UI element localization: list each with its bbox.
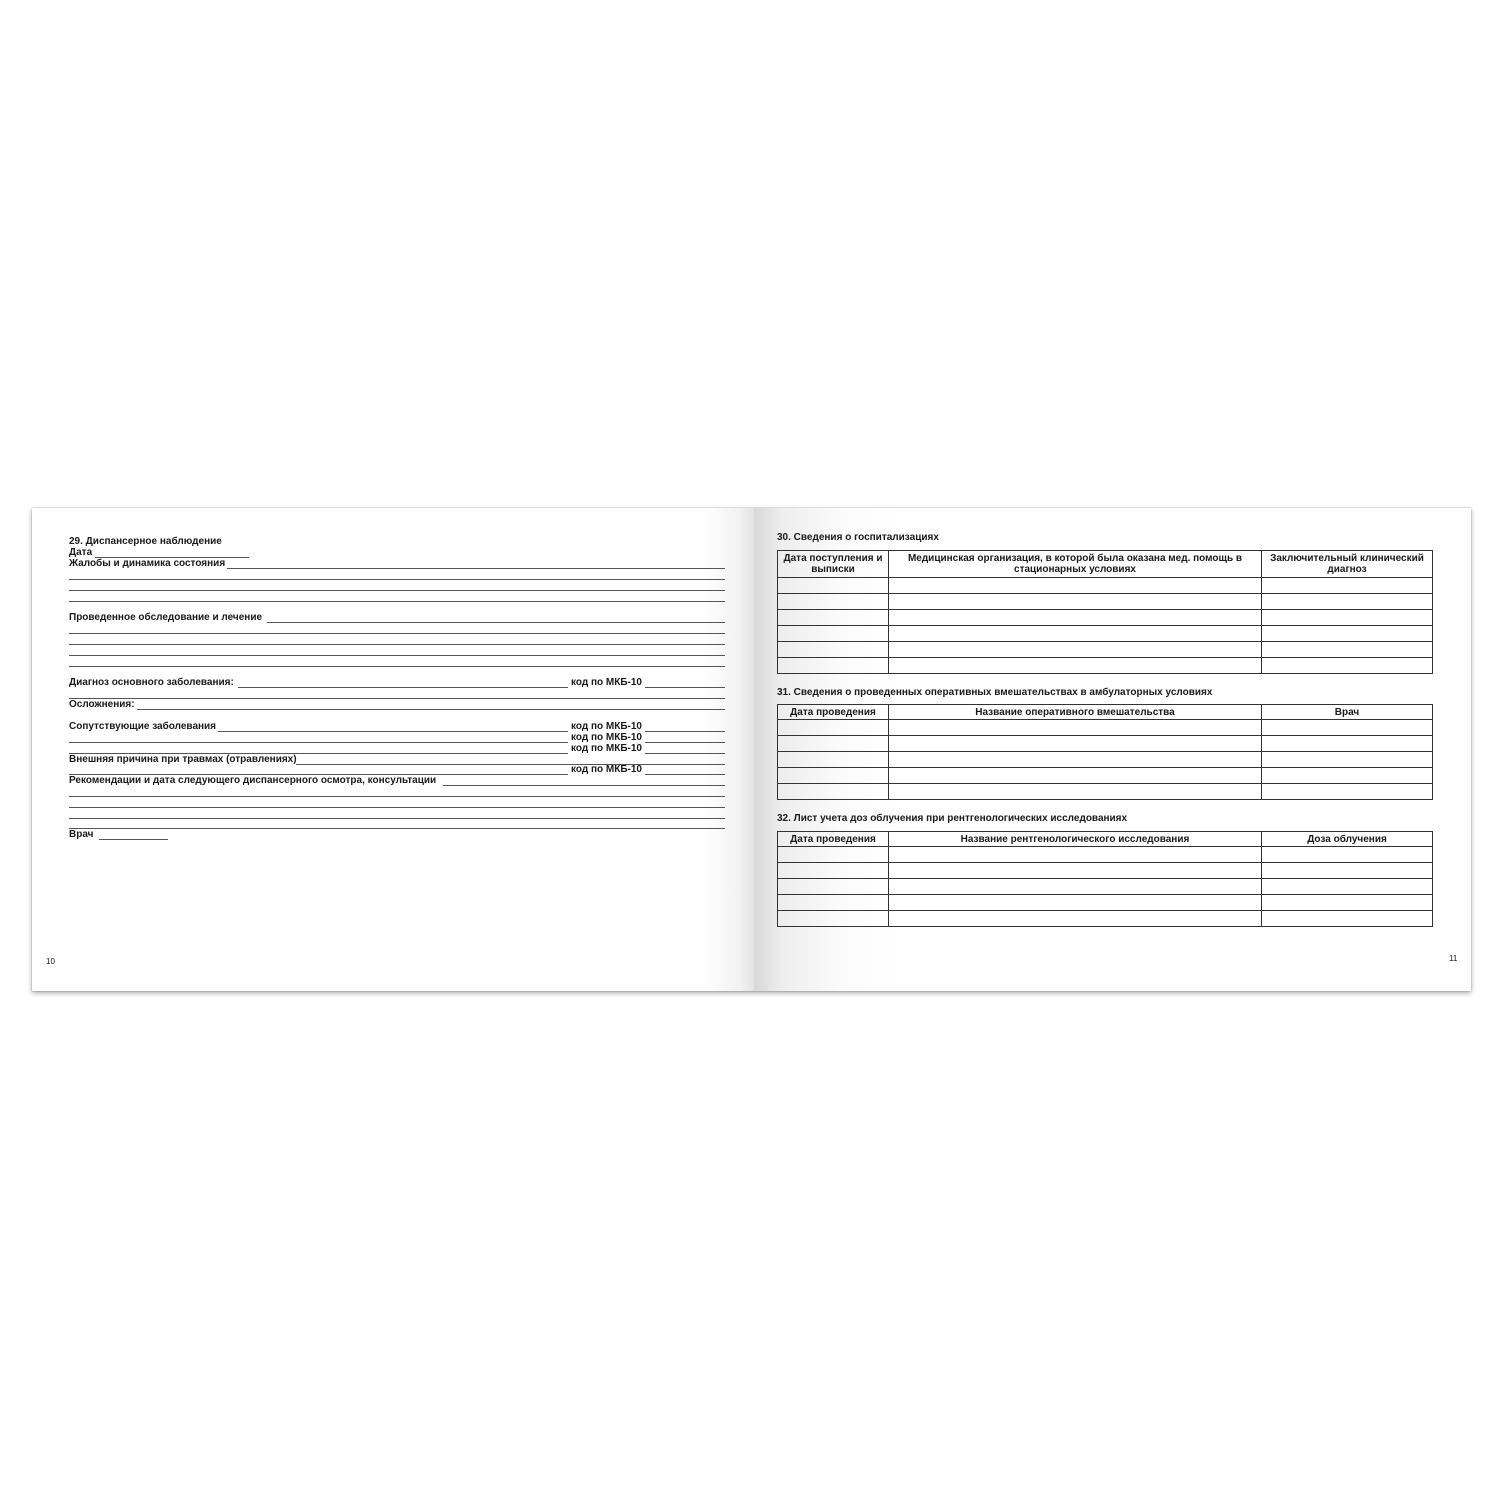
table-header: Доза облучения (1262, 832, 1433, 847)
table-cell[interactable] (889, 594, 1262, 610)
concomitant-line[interactable] (69, 742, 568, 743)
table-cell[interactable] (778, 642, 889, 658)
page-number: 10 (46, 957, 55, 966)
table-header: Название оперативного вмешательства (889, 705, 1262, 720)
diagnosis-label: Диагноз основного заболевания: (69, 677, 234, 688)
page-number: 11 (1449, 954, 1458, 963)
table-cell[interactable] (778, 578, 889, 594)
table-cell[interactable] (889, 768, 1262, 784)
diagnosis-line[interactable] (238, 687, 568, 688)
writing-line[interactable] (69, 666, 725, 667)
table-cell[interactable] (889, 879, 1262, 895)
table-row (778, 911, 1433, 927)
icd-label: код по МКБ-10 (571, 732, 642, 743)
table-cell[interactable] (1262, 784, 1433, 800)
table-row (778, 768, 1433, 784)
table-cell[interactable] (889, 658, 1262, 674)
table-cell[interactable] (778, 863, 889, 879)
table-cell[interactable] (778, 911, 889, 927)
table-cell[interactable] (778, 610, 889, 626)
recommendations-line[interactable] (443, 785, 725, 786)
table-row (778, 879, 1433, 895)
table-cell[interactable] (1262, 752, 1433, 768)
table-cell[interactable] (1262, 626, 1433, 642)
writing-line[interactable] (69, 807, 725, 808)
table-cell[interactable] (889, 736, 1262, 752)
writing-line[interactable] (69, 579, 725, 580)
table-cell[interactable] (1262, 642, 1433, 658)
section-32-title: 32. Лист учета доз облучения при рентгенологических исследованиях (777, 813, 1128, 824)
exam-label: Проведенное обследование и лечение (69, 612, 263, 623)
table-row (778, 863, 1433, 879)
table-row (778, 736, 1433, 752)
table-cell[interactable] (1262, 578, 1433, 594)
table-cell[interactable] (889, 578, 1262, 594)
concomitant-label: Сопутствующие заболевания (69, 721, 217, 732)
right-page (754, 508, 1471, 991)
table-cell[interactable] (889, 911, 1262, 927)
table-row (778, 752, 1433, 768)
table-header: Врач (1262, 705, 1433, 720)
table-cell[interactable] (1262, 720, 1433, 736)
table-cell[interactable] (778, 594, 889, 610)
writing-line[interactable] (69, 644, 725, 645)
operations-table (777, 704, 1433, 800)
table-cell[interactable] (778, 658, 889, 674)
external-cause-label: Внешняя причина при травмах (отравлениях) (69, 754, 297, 765)
table-row (778, 847, 1433, 863)
writing-line[interactable] (69, 633, 725, 634)
table-cell[interactable] (889, 847, 1262, 863)
table-header: Дата проведения (778, 832, 889, 847)
table-cell[interactable] (778, 768, 889, 784)
booklet-spread (32, 508, 1471, 991)
table-cell[interactable] (778, 784, 889, 800)
date-label: Дата (69, 547, 93, 558)
hospitalizations-table (777, 550, 1433, 674)
radiation-dose-table (777, 831, 1433, 927)
table-row (778, 626, 1433, 642)
table-cell[interactable] (778, 720, 889, 736)
table-cell[interactable] (889, 784, 1262, 800)
table-header: Медицинская организация, в которой была оказана мед. помощь в стационарных условиях (889, 551, 1262, 578)
table-cell[interactable] (778, 879, 889, 895)
table-row (778, 720, 1433, 736)
table-cell[interactable] (1262, 847, 1433, 863)
table-cell[interactable] (1262, 658, 1433, 674)
table-cell[interactable] (1262, 736, 1433, 752)
exam-line[interactable] (267, 622, 725, 623)
table-cell[interactable] (1262, 863, 1433, 879)
table-cell[interactable] (889, 642, 1262, 658)
table-cell[interactable] (1262, 895, 1433, 911)
section-29-title: 29. Диспансерное наблюдение (69, 536, 222, 547)
icd-label: код по МКБ-10 (571, 677, 642, 688)
complaints-label: Жалобы и динамика состояния (69, 558, 226, 569)
table-header: Заключительный клинический диагноз (1262, 551, 1433, 578)
complications-label: Осложнения: (69, 699, 135, 710)
icd-label: код по МКБ-10 (571, 743, 642, 754)
writing-line[interactable] (69, 796, 725, 797)
table-cell[interactable] (889, 610, 1262, 626)
table-row (778, 594, 1433, 610)
icd-code-line[interactable] (645, 731, 725, 732)
table-cell[interactable] (778, 895, 889, 911)
table-cell[interactable] (1262, 911, 1433, 927)
writing-line[interactable] (69, 590, 725, 591)
complaints-line[interactable] (227, 568, 725, 569)
writing-line[interactable] (69, 818, 725, 819)
table-header: Дата поступления и выписки (778, 551, 889, 578)
table-cell[interactable] (1262, 594, 1433, 610)
doctor-signature-line[interactable] (99, 839, 168, 840)
table-row (778, 610, 1433, 626)
table-cell[interactable] (889, 863, 1262, 879)
section-30-title: 30. Сведения о госпитализациях (777, 532, 939, 543)
writing-line[interactable] (69, 655, 725, 656)
table-cell[interactable] (889, 626, 1262, 642)
table-row (778, 578, 1433, 594)
recommendations-label: Рекомендации и дата следующего диспансерного осмотра, консультации (69, 775, 437, 786)
doctor-label: Врач (69, 829, 94, 840)
complications-line[interactable] (137, 709, 725, 710)
icd-label: код по МКБ-10 (571, 721, 642, 732)
table-cell[interactable] (889, 895, 1262, 911)
icd-code-line[interactable] (645, 753, 725, 754)
writing-line[interactable] (69, 698, 725, 699)
table-cell[interactable] (1262, 610, 1433, 626)
writing-line[interactable] (69, 828, 725, 829)
table-cell[interactable] (889, 720, 1262, 736)
table-cell[interactable] (778, 752, 889, 768)
table-row (778, 642, 1433, 658)
table-cell[interactable] (889, 752, 1262, 768)
icd-code-line[interactable] (645, 774, 725, 775)
table-header: Дата проведения (778, 705, 889, 720)
icd-label: код по МКБ-10 (571, 764, 642, 775)
table-row (778, 784, 1433, 800)
external-cause-line[interactable] (296, 764, 725, 765)
icd-code-line[interactable] (645, 742, 725, 743)
table-cell[interactable] (778, 736, 889, 752)
section-31-title: 31. Сведения о проведенных оперативных вмешательствах в амбулаторных условиях (777, 687, 1213, 698)
table-cell[interactable] (1262, 879, 1433, 895)
icd-code-line[interactable] (645, 687, 725, 688)
left-page (32, 508, 754, 991)
table-row (778, 658, 1433, 674)
concomitant-line[interactable] (218, 731, 568, 732)
table-cell[interactable] (778, 626, 889, 642)
table-cell[interactable] (778, 847, 889, 863)
writing-line[interactable] (69, 601, 725, 602)
table-row (778, 895, 1433, 911)
table-cell[interactable] (1262, 768, 1433, 784)
table-header: Название рентгенологического исследования (889, 832, 1262, 847)
